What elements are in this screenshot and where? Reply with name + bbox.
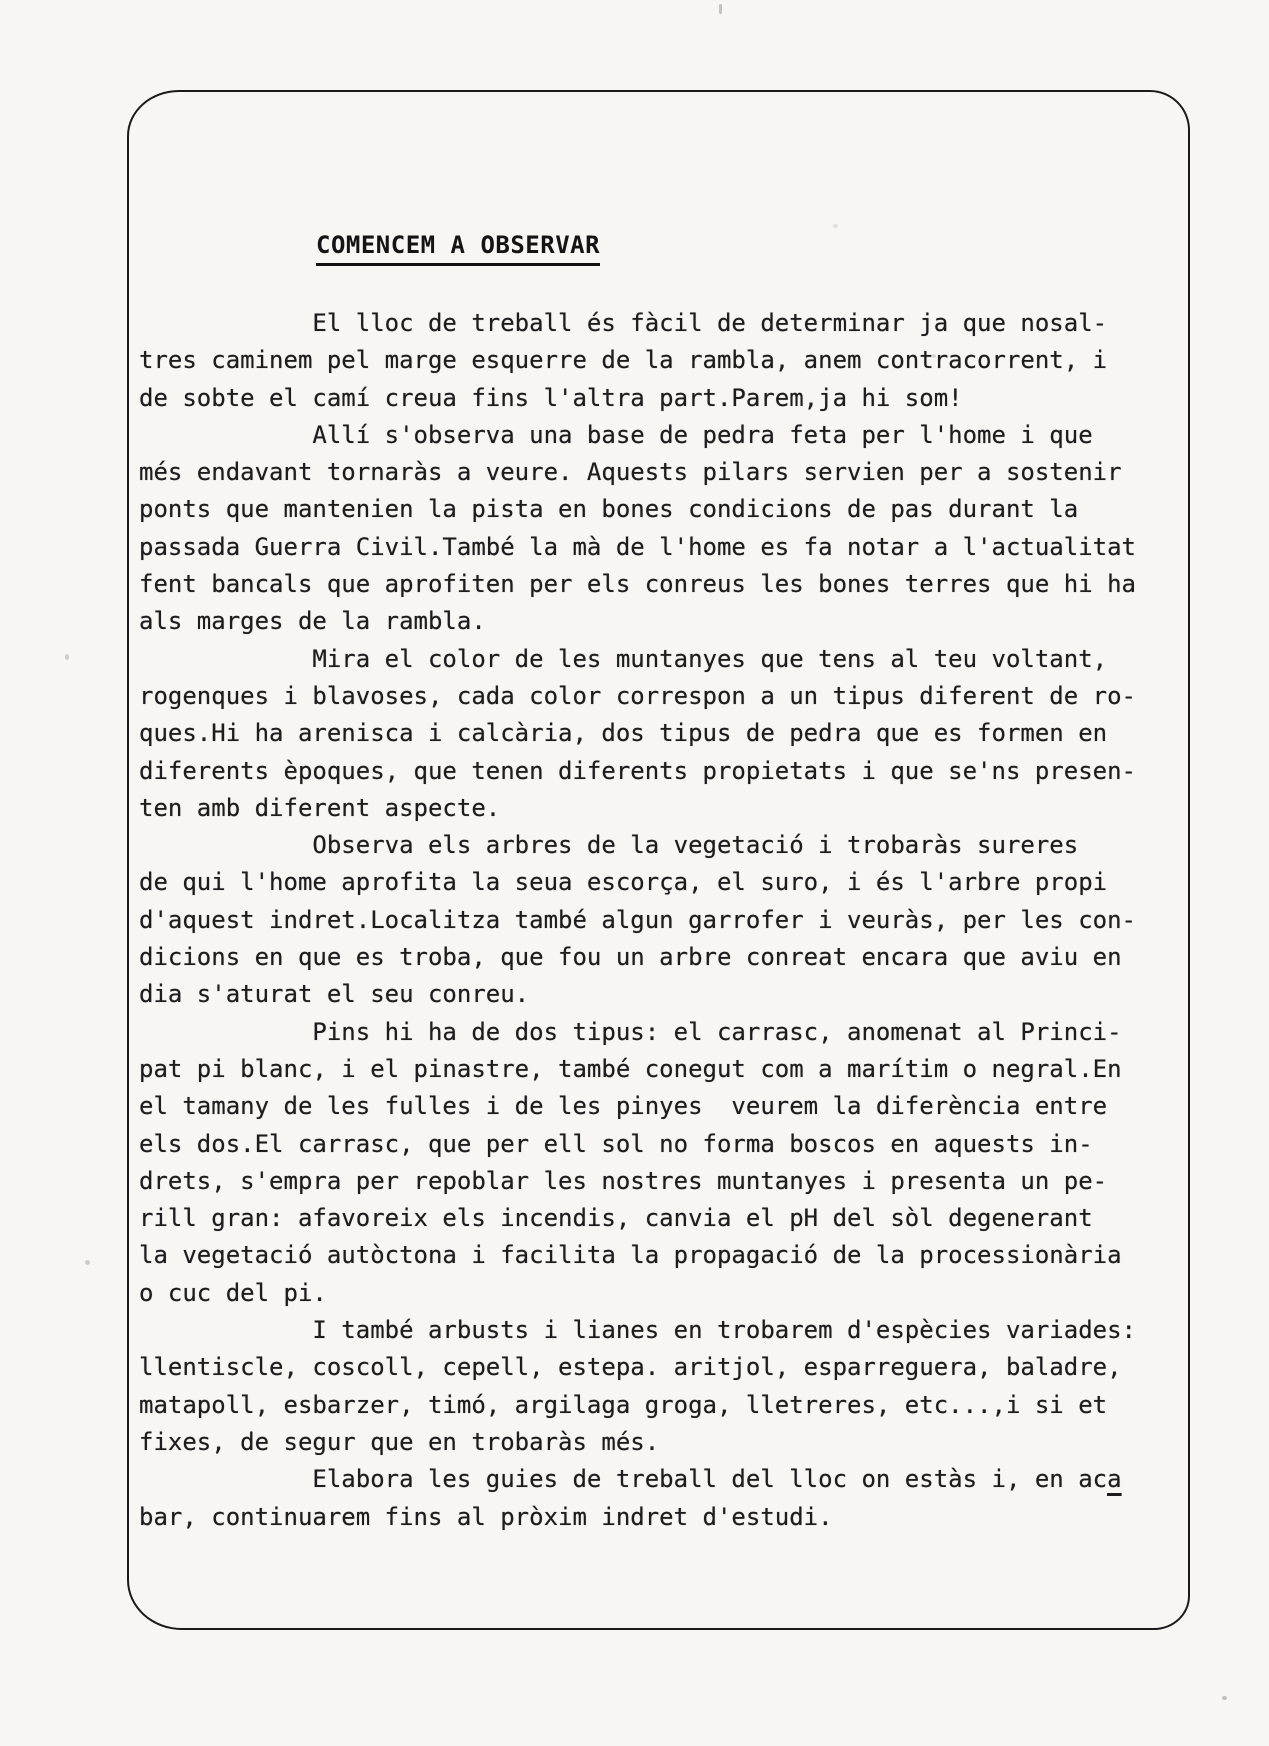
text-line: d'aquest indret.Localitza també algun garrofer i veuràs, per les con- [139,905,1136,934]
text-line: passada Guerra Civil.També la mà de l'home es fa notar a l'actualitat [139,532,1136,561]
text-line: fixes, de segur que en trobaràs més. [139,1427,660,1456]
text-line: Pins hi ha de dos tipus: el carrasc, anomenat al Princi- [139,1017,1122,1046]
text-line: I també arbusts i lianes en trobarem d'espècies variades: [139,1316,1136,1345]
text-line: als marges de la rambla. [139,607,486,636]
text-line: rill gran: afavoreix els incendis, canvia el pH del sòl degenerant [139,1204,1093,1233]
continuation-underline: a [1107,1465,1122,1494]
text-line: rogenques i blavoses, cada color correspon a un tipus diferent de ro- [139,681,1136,710]
text-line: més endavant tornaràs a veure. Aquests pilars servien per a sostenir [139,458,1122,487]
scan-artifact [833,224,838,228]
document-title: COMENCEM A OBSERVAR [316,231,600,266]
text-line: Observa els arbres de la vegetació i trobaràs sureres [139,831,1079,860]
text-line: o cuc del pi. [139,1278,327,1307]
text-line: drets, s'empra per repoblar les nostres muntanyes i presenta un pe- [139,1166,1108,1195]
text-line: dicions en que es troba, que fou un arbre conreat encara que aviu en [139,943,1122,972]
text-line: Mira el color de les muntanyes que tens al teu voltant, [139,644,1108,673]
text-line: ques.Hi ha arenisca i calcària, dos tipus de pedra que es formen en [139,719,1108,748]
scan-artifact [1222,1696,1227,1700]
scan-artifact [65,654,69,660]
text-line: de qui l'home aprofita la seua escorça, el suro, i és l'arbre propi [139,868,1108,897]
text-line: la vegetació autòctona i facilita la propagació de la processionària [139,1241,1122,1270]
text-line: bar, continuarem fins al pròxim indret d'estudi. [139,1502,833,1531]
document-body [139,305,1149,1536]
scan-artifact [719,4,722,14]
text-line: els dos.El carrasc, que per ell sol no forma boscos en aquests in- [139,1129,1093,1158]
text-line: diferents èpoques, que tenen diferents propietats i que se'ns presen- [139,756,1136,785]
text-line: tres caminem pel marge esquerre de la rambla, anem contracorrent, i [139,346,1108,375]
text-line: Elabora les guies de treball del lloc on estàs i, en aca [139,1465,1122,1494]
text-line: pat pi blanc, i el pinastre, també conegut com a marítim o negral.En [139,1054,1122,1083]
text-line: fent bancals que aprofiten per els conreus les bones terres que hi ha [139,570,1136,599]
text-line: llentiscle, coscoll, cepell, estepa. aritjol, esparreguera, baladre, [139,1353,1122,1382]
text-line: ten amb diferent aspecte. [139,793,501,822]
text-line: el tamany de les fulles i de les pinyes veurem la diferència entre [139,1092,1108,1121]
scan-artifact [932,354,936,358]
text-line: dia s'aturat el seu conreu. [139,980,530,1009]
scan-artifact [85,1260,90,1265]
text-line: El lloc de treball és fàcil de determinar ja que nosal- [139,309,1108,337]
text-line: de sobte el camí creua fins l'altra part.Parem,ja hi som! [139,383,963,412]
text-line: matapoll, esbarzer, timó, argilaga groga, lletreres, etc...,i si et [139,1390,1108,1419]
text-line: ponts que mantenien la pista en bones condicions de pas durant la [139,495,1079,524]
text-line: Allí s'observa una base de pedra feta per l'home i que [139,420,1093,449]
